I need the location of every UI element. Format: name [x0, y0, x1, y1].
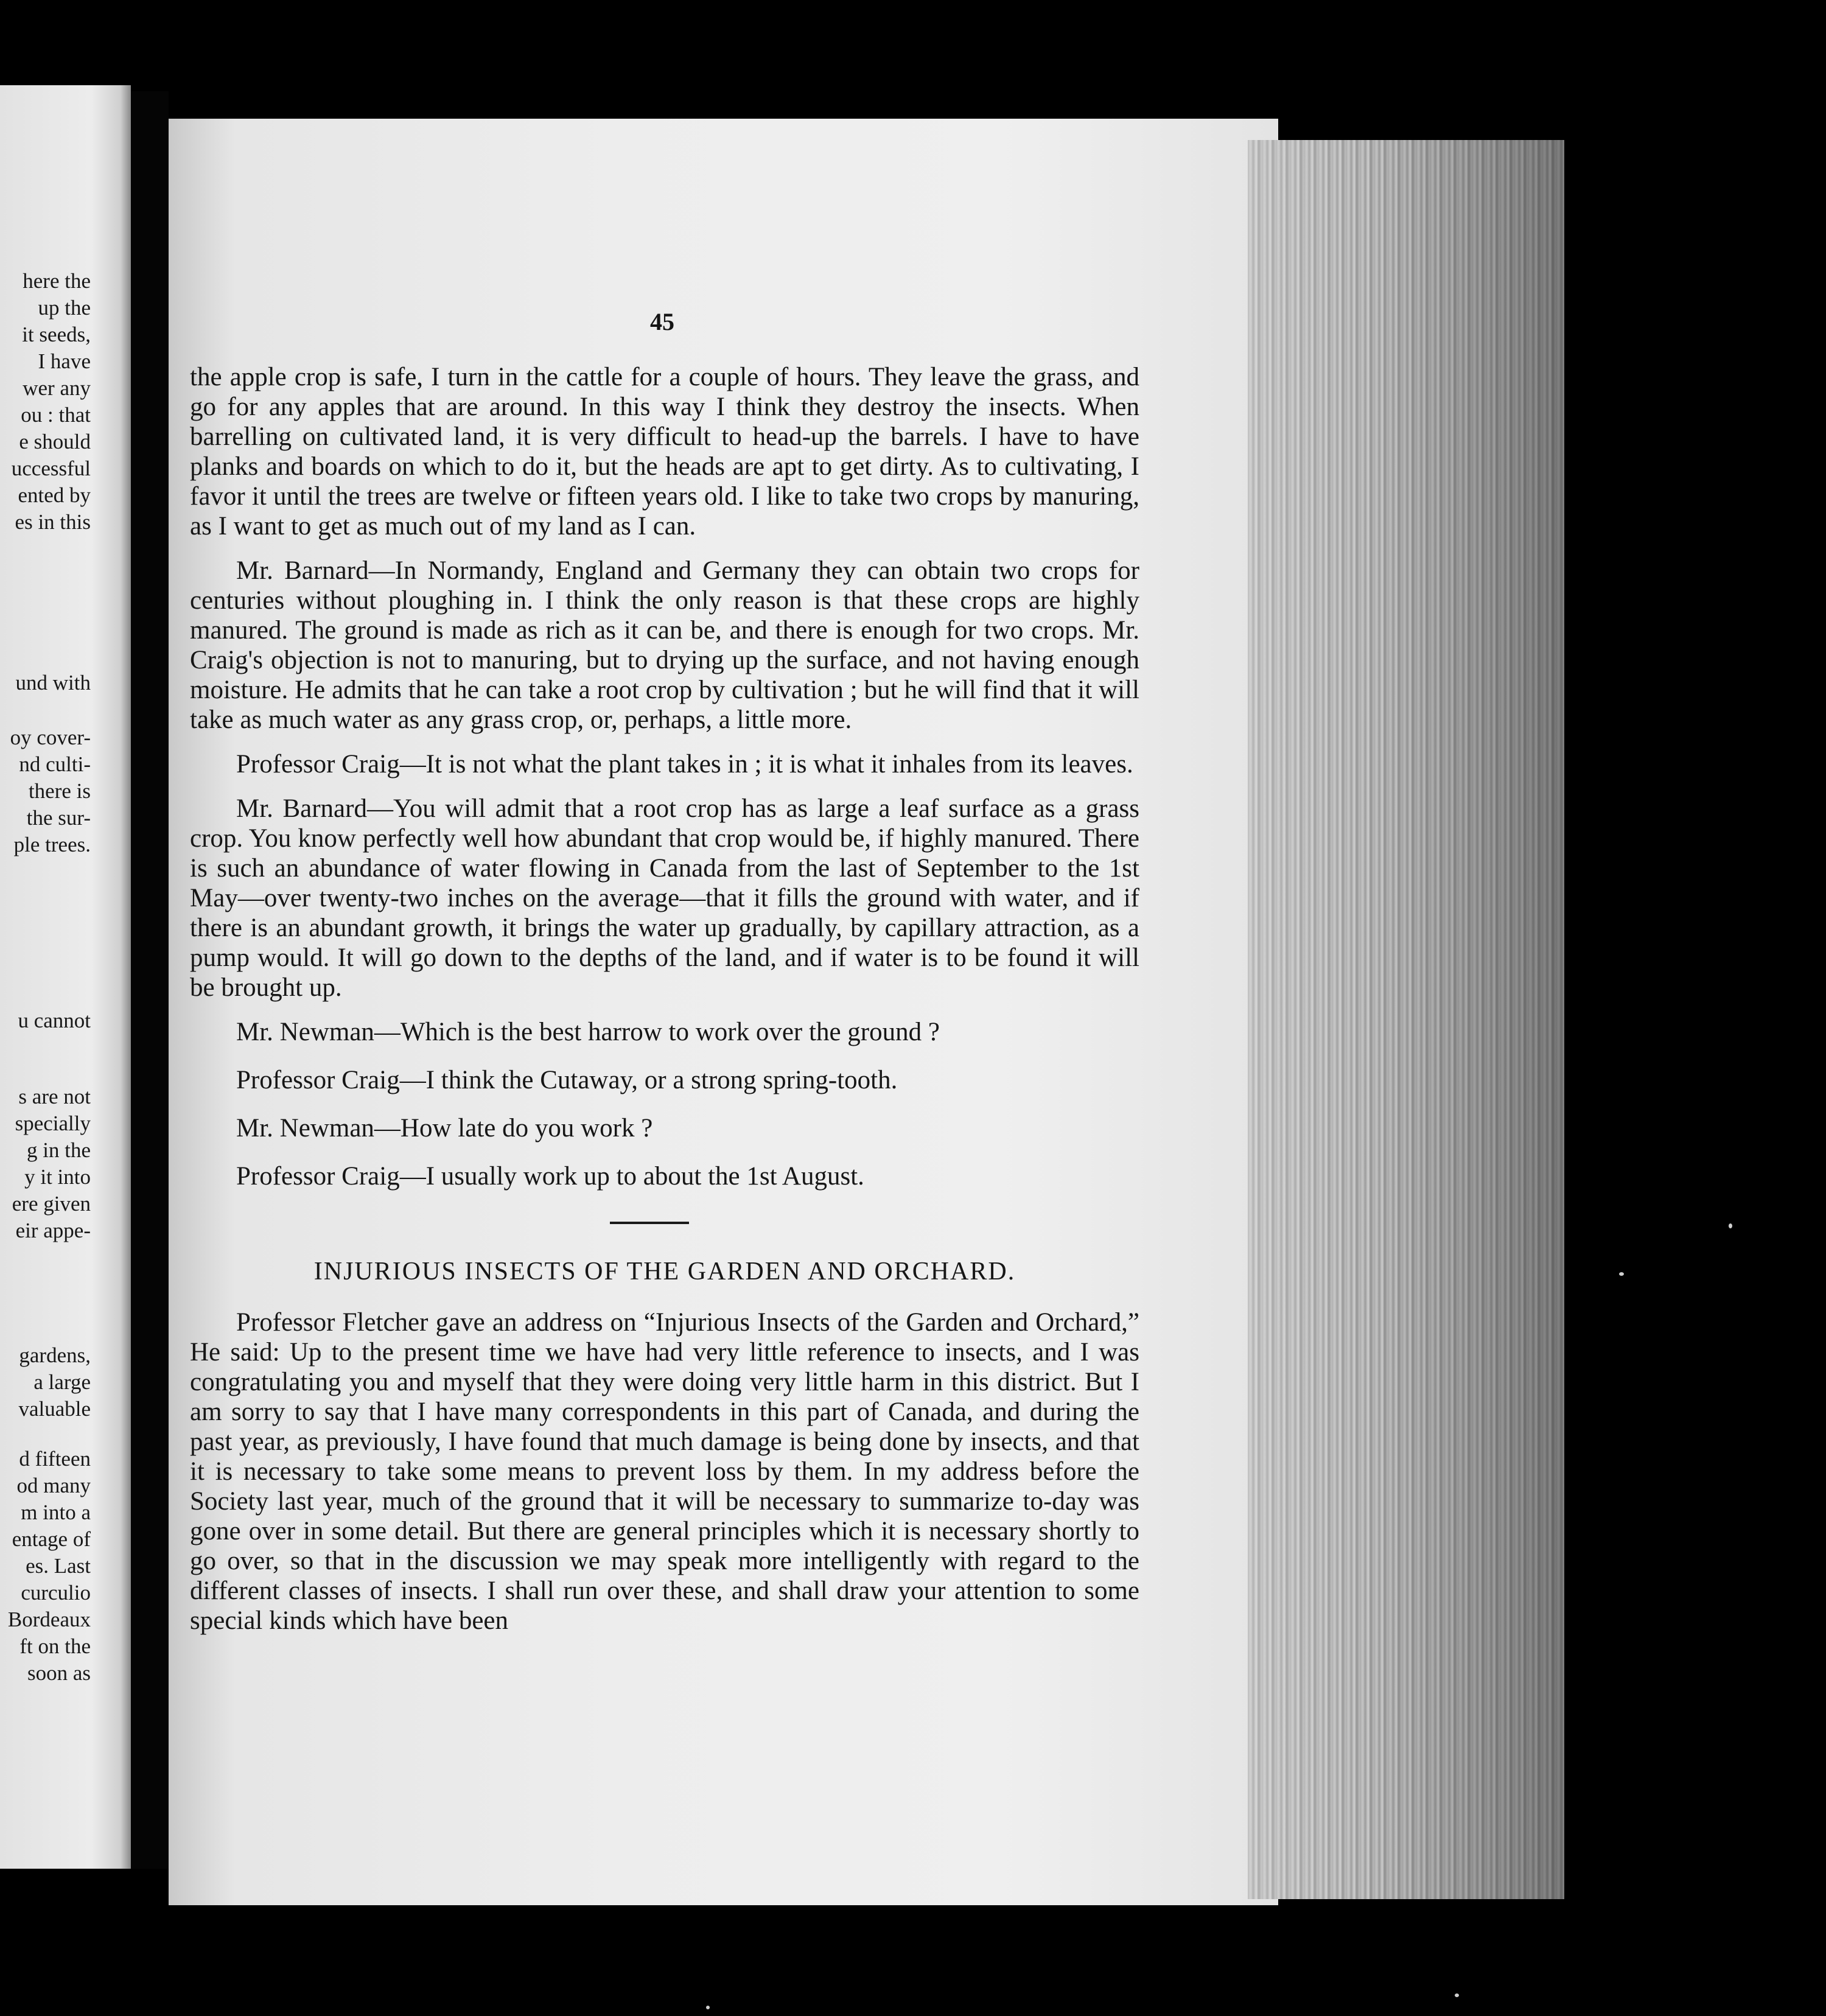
facing-page-line: valuable — [18, 1397, 91, 1421]
facing-page-line: es in this — [15, 510, 91, 534]
dust-speck — [706, 2006, 710, 2009]
facing-page-line: ou : that — [21, 403, 91, 427]
facing-page-line: od many — [16, 1474, 91, 1497]
facing-page-line: m into a — [21, 1500, 91, 1524]
dialogue-newman-late: Mr. Newman—How late do you work ? — [236, 1114, 653, 1143]
section-divider — [610, 1222, 689, 1224]
facing-page-line: I have — [38, 349, 91, 373]
facing-page-line: a large — [33, 1370, 91, 1394]
paragraph-craig-inhales: Professor Craig—It is not what the plant takes in ; it is what it inhales from its leaves. — [236, 750, 1133, 779]
paragraph-barnard-root-crop: Mr. Barnard—You will admit that a root crop has as large a leaf surface as a grass crop. You know perfectly well how abundant that crop would be, if highly manured. There is such an abundance of water flowing in Canada from the last of September to the 1st May—over twenty-two inches on the average—that it fills the ground with water, and if there is an abundant growth, it brings the water up gradually, by capillary attraction, as a pump would. It will go down to the depths of the land, and if water is to be found it will be brought up. — [190, 794, 1139, 1002]
facing-page-line: ented by — [18, 483, 91, 507]
facing-page-line: d fifteen — [19, 1447, 91, 1471]
facing-page-line: uccessful — [11, 457, 91, 480]
facing-page-line: here the — [23, 269, 91, 293]
paragraph-apple-crop: the apple crop is safe, I turn in the cattle for a couple of hours. They leave the grass, and go for any apples that are around. In this way I think they destroy the insects. When barrelling on cultivated land, it is very difficult to head-up the barrels. I have to have planks and boards on which to do it, but the heads are apt to get dirty. As to cultivating, I favor it until the trees are twelve or fifteen years old. I like to take two crops by manuring, as I want to get as much out of my land as I can. — [190, 363, 1139, 541]
facing-page-line: wer any — [23, 376, 91, 400]
book-gutter — [131, 91, 169, 1869]
dust-speck — [1619, 1272, 1624, 1276]
facing-page-line: u cannot — [18, 1009, 91, 1032]
facing-page-line: Bordeaux — [7, 1608, 91, 1631]
facing-page-line: g in the — [27, 1138, 91, 1162]
facing-page-line: ple trees. — [13, 833, 91, 856]
dust-speck — [1455, 1993, 1459, 1997]
facing-page-line: soon as — [27, 1661, 91, 1685]
facing-page-line: there is — [28, 779, 91, 803]
facing-page-line: specially — [15, 1111, 91, 1135]
facing-page-line: up the — [38, 296, 91, 320]
page-number: 45 — [650, 308, 674, 335]
dialogue-newman-harrow: Mr. Newman—Which is the best harrow to work over the ground ? — [236, 1018, 940, 1046]
dust-speck — [1729, 1223, 1732, 1228]
facing-page-line: s are not — [18, 1085, 91, 1108]
facing-page-line: y it into — [24, 1165, 91, 1189]
facing-page-left — [0, 85, 131, 1869]
facing-page-line: curculio — [21, 1581, 91, 1605]
facing-page-line: ere given — [12, 1192, 91, 1216]
facing-page-line: nd culti- — [19, 752, 91, 776]
section-heading: INJURIOUS INSECTS OF THE GARDEN AND ORCHARD. — [313, 1258, 1016, 1286]
facing-page-line: gardens, — [19, 1343, 91, 1367]
facing-page-line: the sur- — [26, 806, 91, 830]
dialogue-craig-cutaway: Professor Craig—I think the Cutaway, or a strong spring-tooth. — [236, 1066, 898, 1094]
paragraph-barnard-normandy: Mr. Barnard—In Normandy, England and Germany they can obtain two crops for centuries without ploughing in. I think the only reason is that these crops are highly manured. The ground is made as rich as it can be, and there is enough for two crops. Mr. Craig's objection is not to manuring, but to drying up the surface, and not having enough moisture. He admits that he can take a root crop by cultivation ; but he will find that it will take as much water as any grass crop, or, perhaps, a little more. — [190, 556, 1139, 734]
facing-page-line: ft on the — [19, 1634, 91, 1658]
page-body — [190, 362, 1139, 1650]
facing-page-line: it seeds, — [22, 323, 91, 346]
paragraph-fletcher-address: Professor Fletcher gave an address on “Injurious Insects of the Garden and Orchard,” He said: Up to the present time we have had very little reference to insects, and I was congratulating you and myself that they were doing very little harm in this district. But I am sorry to say that I have many correspondents in this part of Canada, and during the past year, as previously, I have found that much damage is being done by insects, and that it is necessary to take some means to prevent loss by them. In my address before the Society last year, much of the ground that it will be necessary to summarize to-day was gone over in some detail. But there are general principles which it is necessary shortly to go over, so that in the discussion we may speak more intelligently with regard to the different classes of insects. I shall run over these, and shall draw your attention to some special kinds which have been — [190, 1308, 1139, 1635]
facing-page-line: es. Last — [26, 1554, 91, 1578]
facing-page-line: e should — [19, 430, 91, 453]
facing-page-line: und with — [15, 671, 91, 695]
page-edge-stack — [1248, 140, 1564, 1899]
facing-page-line: entage of — [12, 1527, 91, 1551]
dialogue-craig-august: Professor Craig—I usually work up to about the 1st August. — [236, 1162, 864, 1191]
facing-page-line: eir appe- — [15, 1219, 91, 1242]
facing-page-line: oy cover- — [10, 726, 91, 749]
